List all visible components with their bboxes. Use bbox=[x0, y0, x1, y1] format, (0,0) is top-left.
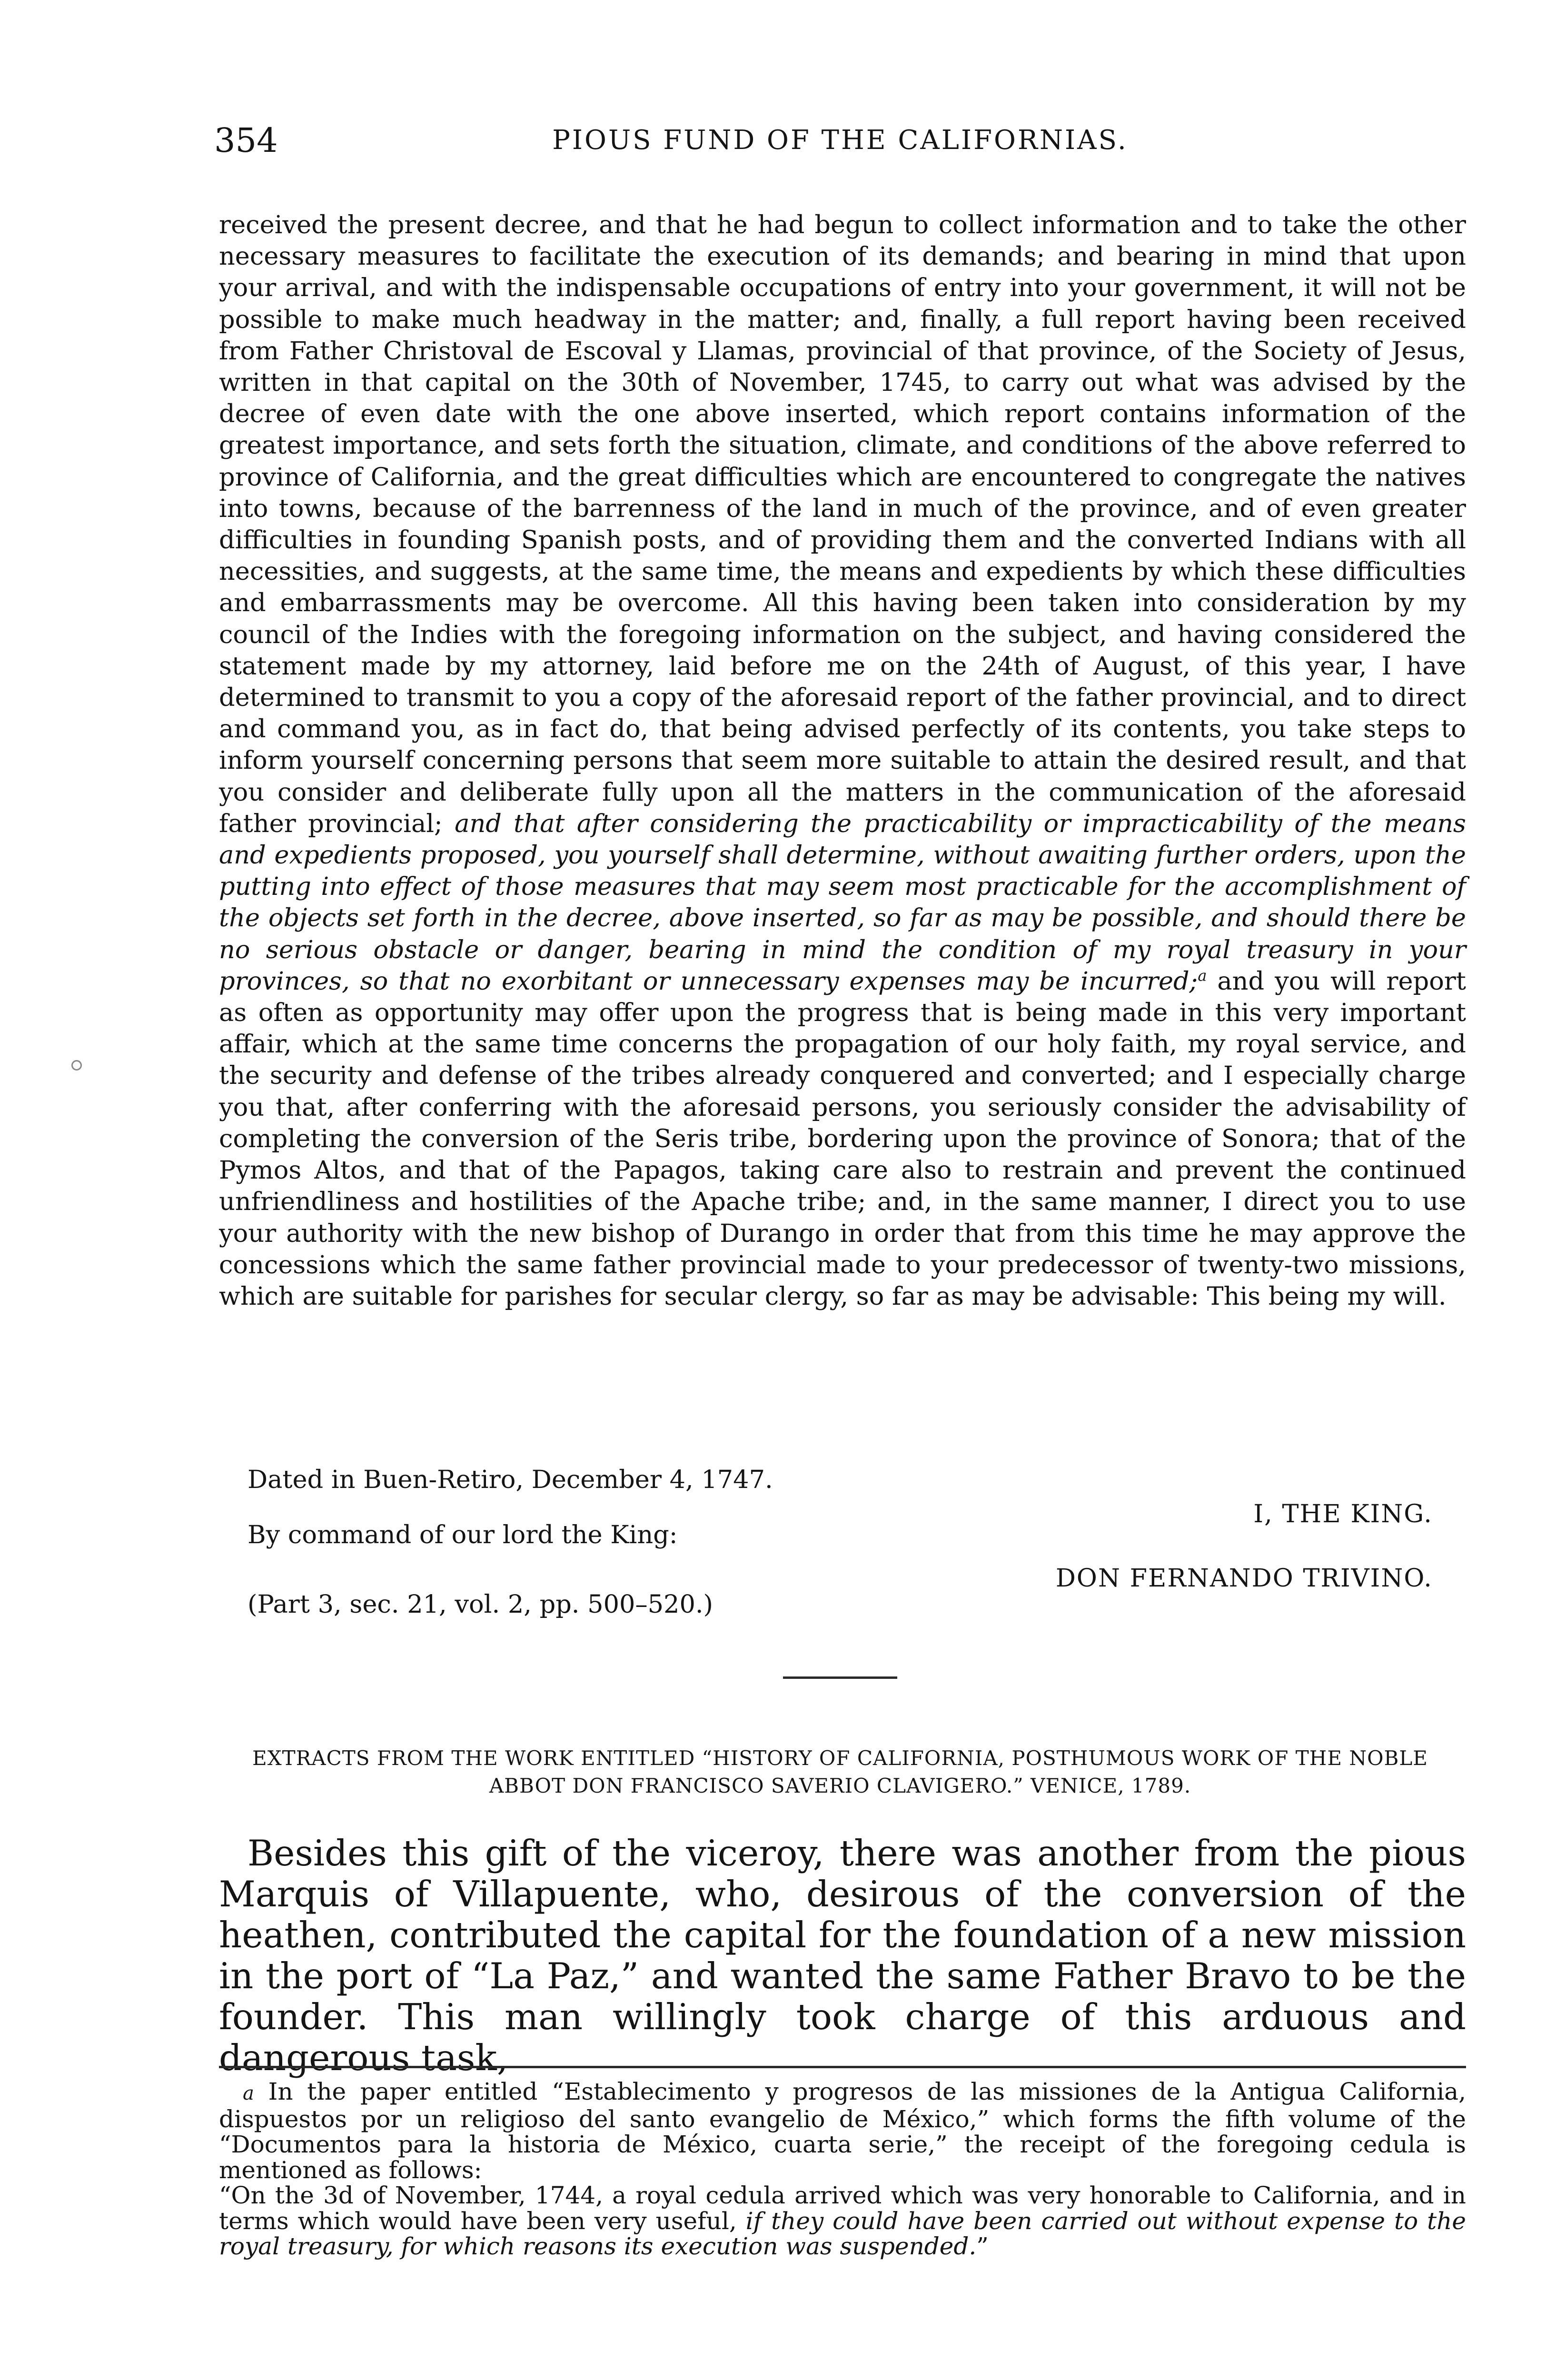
decree-text-plain: received the present decree, and that he had begun to collect information and to take the other necessary measures to facilitate the execution of its demands; and bearing in mind that upon your arrival, and with the indispensable occupations of entry into your government, it will not be possible to make much headway in the matter; and, finally, a full report having been received from Father Christoval de Escoval y Llamas, provincial of that province, of the Society of Jesus, written in that capital on the 30th of November, 1745, to carry out what was advised by the decree of even date with the one above inserted, which report contains information of the greatest importance, and sets forth the situation, climate, and conditions of the above referred to province of California, and the great difficulties which are encountered to congregate the natives into towns, because of the barrenness of the land in much of the province, and of even greater difficulties in founding Spanish posts, and of providing them and the converted Indians with all necessities, and suggests, at the same time, the means and expedients by which these difficulties and embarrassments may be overcome. All this having been taken into consideration by my council of the Indies with the foregoing information on the subject, and having considered the statement made by my attorney, laid before me on the 24th of August, of this year, I have determined to transmit to you a copy of the aforesaid report of the father provincial, and to direct and command you, as in fact do, that being advised perfectly of its contents, you take steps to inform yourself concerning persons that seem more suitable to attain the desired result, and that you consider and deliberate fully upon all the matters in the communication of the aforesaid father provincial; bbox=[219, 210, 1466, 838]
by-command-line: By command of our lord the King: bbox=[248, 1520, 678, 1549]
page-header bbox=[214, 119, 1466, 162]
dated-line: Dated in Buen-Retiro, December 4, 1747. bbox=[248, 1465, 773, 1494]
footnote-quote: “On the 3d of November, 1744, a royal cedula arrived which was very honorable to California, and in terms which would have been very useful, bbox=[219, 2182, 1466, 2235]
decree-text bbox=[219, 209, 1466, 1312]
footnote-quote-close: ” bbox=[976, 2232, 989, 2260]
extract-body: Besides this gift of the viceroy, there was another from the pious Marquis of Villapuente, who, desirous of the conversion of the heathen, contributed the capital for the foundation of a new mission in the port of “La Paz,” and wanted the same Father Bravo to be the founder. This man willingly took charge of this arduous and dangerous task, bbox=[219, 1832, 1466, 2079]
footnote-rule bbox=[219, 2066, 1466, 2068]
secretary-signature: DON FERNANDO TRIVINO. bbox=[1055, 1564, 1433, 1593]
decree-text-end: and you will report as often as opportunity may offer upon the progress that is being made in this very important affair, which at the same time concerns the propagation of our holy faith, my royal service, and the security and defense of the tribes already conquered and converted; and I especially charge you that, after conferring with the aforesaid persons, you seriously consider the advisability of completing the conversion of the Seris tribe, bordering upon the province of Sonora; that of the Pymos Altos, and that of the Papagos, taking care also to restrain and prevent the continued unfriendliness and hostilities of the Apache tribe; and, in the same manner, I direct you to use your authority with the new bishop of Durango in order that from this time he may approve the concessions which the same father provincial made to your predecessor of twenty-two missions, which are suitable for parishes for secular clergy, so far as may be advisable: This being my will. bbox=[219, 966, 1466, 1311]
king-signature: I, THE KING. bbox=[1253, 1499, 1433, 1528]
running-title: PIOUS FUND OF THE CALIFORNIAS. bbox=[552, 125, 1128, 156]
footnote bbox=[219, 2079, 1466, 2260]
margin-mark bbox=[71, 1060, 82, 1071]
footnote-reference[interactable]: a bbox=[1198, 966, 1207, 985]
source-citation: (Part 3, sec. 21, vol. 2, pp. 500–520.) bbox=[248, 1590, 714, 1619]
footnote-quote-italic: if they could have been carried out without expense to the royal treasury, for which reasons its execution was suspended. bbox=[219, 2207, 1467, 2260]
extract-heading: EXTRACTS FROM THE WORK ENTITLED “HISTORY OF CALIFORNIA, POSTHUMOUS WORK OF THE NOBLE ABBOT DON FRANCISCO SAVERIO CLAVIGERO.” VENICE, 1789. bbox=[252, 1746, 1428, 1797]
section-divider bbox=[783, 1676, 897, 1679]
footnote-text: In the paper entitled “Establecimento y progresos de las missiones de la Antigua California, dispuestos por un religioso del santo evangelio de México,” which forms the fifth volume of the “Documentos para la historia de México, cuarta serie,” the receipt of the foregoing cedula is mentioned as follows: bbox=[219, 2078, 1466, 2184]
decree-text-italic: and that after considering the practicability or impracticability of the means and expedients proposed, you yourself shall determine, without awaiting further orders, upon the putting into effect of those measures that may seem most practicable for the accomplishment of the objects set forth in the decree, above inserted, so far as may be possible, and should there be no serious obstacle or danger, bearing in mind the condition of my royal treasury in your provinces, so that no exorbitant or unnecessary expenses may be incurred; bbox=[219, 809, 1466, 996]
footnote-marker: a bbox=[243, 2082, 254, 2104]
page-number: 354 bbox=[214, 121, 278, 160]
